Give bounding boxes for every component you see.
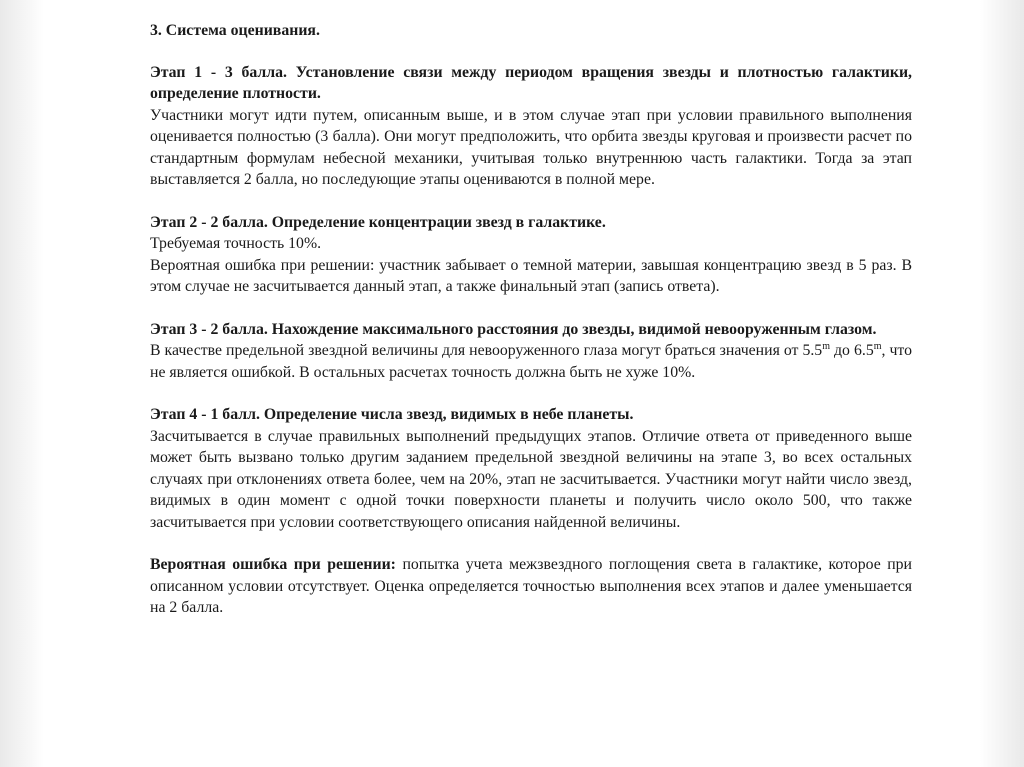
stage-3-text-part1: В качестве предельной звездной величины для невооруженного глаза могут браться значения от 5.5 (150, 342, 823, 359)
stage-2-accuracy: Требуемая точность 10%. (150, 235, 322, 252)
stage-2-block (150, 212, 912, 298)
document-page (150, 14, 912, 640)
stage-3-title: Этап 3 - 2 балла. Нахождение максимального расстояния до звезды, видимой невооруженным глазом. (150, 320, 877, 338)
stage-3-text-part2: до 6.5 (830, 342, 874, 359)
magnitude-superscript-2: m (873, 341, 882, 352)
stage-4-block (150, 404, 912, 533)
section-title: 3. Система оценивания. (150, 22, 320, 39)
stage-1-title: Этап 1 - 3 балла. Установление связи между периодом вращения звезды и плотностью галактики, определение плотности. (150, 63, 912, 102)
stage-3-text-part3: , что не является ошибкой. В остальных расчетах точность должна быть не хуже 10%. (150, 342, 913, 381)
slide-frame-left (0, 0, 44, 767)
stage-4-text: Засчитывается в случае правильных выполнений предыдущих этапов. Отличие ответа от приведенного выше может быть вызвано только другим заданием предельной звездной величины на этапе 3, во всех остальных случаях при отклонениях ответа более, чем на 20%, этап не засчитывается. Участники могут найти число звезд, видимых в один момент с одной точки поверхности планеты и получить число около 500, что также засчитывается при условии соответствующего описания найденной величины. (150, 427, 912, 531)
stage-3-block (150, 319, 912, 384)
magnitude-superscript-1: m (822, 341, 830, 352)
stage-4-title: Этап 4 - 1 балл. Определение числа звезд, видимых в небе планеты. (150, 406, 634, 423)
final-note-body: попытка учета межзвездного поглощения света в галактике, которое при описанном условии отсутствует. Оценка определяется точностью выполнения всех этапов и далее уменьшается на 2 балла. (150, 556, 913, 616)
final-note-block (150, 554, 912, 619)
stage-1-text: Участники могут идти путем, описанным выше, и в этом случае этап при условии правильного выполнения оценивается полностью (3 балла). Они могут предположить, что орбита звезды круговая и произвести расчет по стандартным формулам небесной механики, учитывая только внутреннюю часть галактики. Тогда за этап выставляется 2 балла, но последующие этапы оцениваются в полной мере. (150, 106, 912, 188)
final-note-text (150, 554, 912, 619)
stage-2-text: Вероятная ошибка при решении: участник забывает о темной материи, завышая концентрацию звезд в 5 раз. В этом случае не засчитывается данный этап, а также финальный этап (запись ответа). (150, 256, 912, 295)
stage-2-title: Этап 2 - 2 балла. Определение концентрации звезд в галактике. (150, 213, 606, 231)
stage-1-block (150, 62, 912, 191)
final-note-label: Вероятная ошибка при решении: (150, 556, 396, 573)
slide-frame-right (980, 0, 1024, 767)
stage-3-text (150, 340, 912, 383)
